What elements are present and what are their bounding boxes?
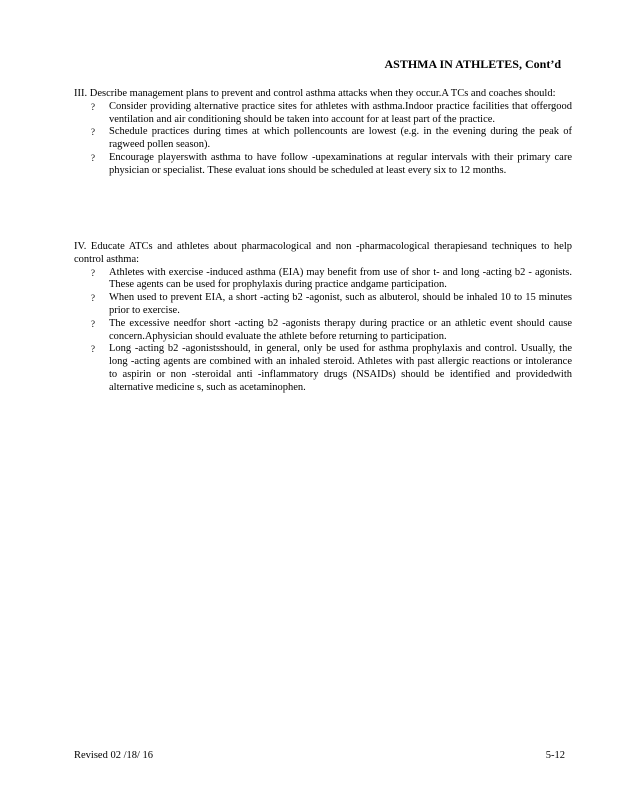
- list-item-text: Athletes with exercise -induced asthma (EIA) may benefit from use of shor t- and long -acting b2 - agonists. These agents can be used for prophylaxis during practice andgame participation.: [109, 266, 572, 291]
- footer-page-number: 5-12: [545, 750, 565, 761]
- section-therapies: [74, 241, 572, 395]
- list-item: [74, 126, 572, 152]
- section-heading: III. Describe management plans to prevent and control asthma attacks when they occur.A TCs and coaches should:: [74, 88, 556, 99]
- bullet-list: [74, 267, 572, 395]
- bullet-marker: ?: [91, 127, 95, 138]
- bullet-marker: ?: [91, 101, 95, 112]
- list-item: [74, 292, 572, 318]
- list-item: [74, 267, 572, 293]
- list-item-text: When used to prevent EIA, a short -acting b2 -agonist, such as albuterol, should be inhaled 10 to 15 minutes prior to exercise.: [109, 292, 572, 316]
- list-item: [74, 318, 572, 344]
- bullet-marker: ?: [91, 152, 95, 163]
- list-item-text: Encourage playerswith asthma to have follow -upexaminations at regular intervals with their primary care physician or specialist. These evaluat ions should be scheduled at least every six to 12 months.: [109, 151, 572, 176]
- list-item: [74, 343, 572, 394]
- page-header-title: ASTHMA IN ATHLETES, Cont’d: [384, 57, 561, 71]
- list-item-text: Long -acting b2 -agonistsshould, in general, only be used for asthma prophylaxis and control. Usually, the long -acting agents are combined with an inhaled steroid. Athletes with past allergic reactions or intolerance to aspirin or non -steroidal anti -inflammatory drugs (NSAIDs) should be identified and providedwith alternative medicine s, such as acetaminophen.: [109, 343, 572, 393]
- list-item: [74, 152, 572, 178]
- bullet-marker: ?: [91, 344, 95, 355]
- section-heading: IV. Educate ATCs and athletes about pharmacological and non -pharmacological therapiesand techniques to help control asthma:: [74, 241, 572, 265]
- list-item-text: Schedule practices during times at which pollencounts are lowest (e.g. in the evening during the peak of ragweed pollen season).: [109, 126, 572, 151]
- list-item: [74, 101, 572, 127]
- bullet-marker: ?: [91, 293, 95, 304]
- list-item-text: The excessive needfor short -acting b2 -agonists therapy during practice or an athletic event should cause concern.Aphysician should evaluate the athlete before returning to participation.: [109, 317, 572, 342]
- footer-revised-date: Revised 02 /18/ 16: [74, 750, 154, 761]
- bullet-marker: ?: [91, 318, 95, 329]
- list-item-text: Consider providing alternative practice sites for athletes with asthma.Indoor practice facilities that offergood ventilation and air conditioning should be taken into account for at least part of the practice.: [109, 100, 572, 125]
- section-management-plans: [74, 88, 572, 178]
- bullet-list: [74, 101, 572, 178]
- bullet-marker: ?: [91, 267, 95, 278]
